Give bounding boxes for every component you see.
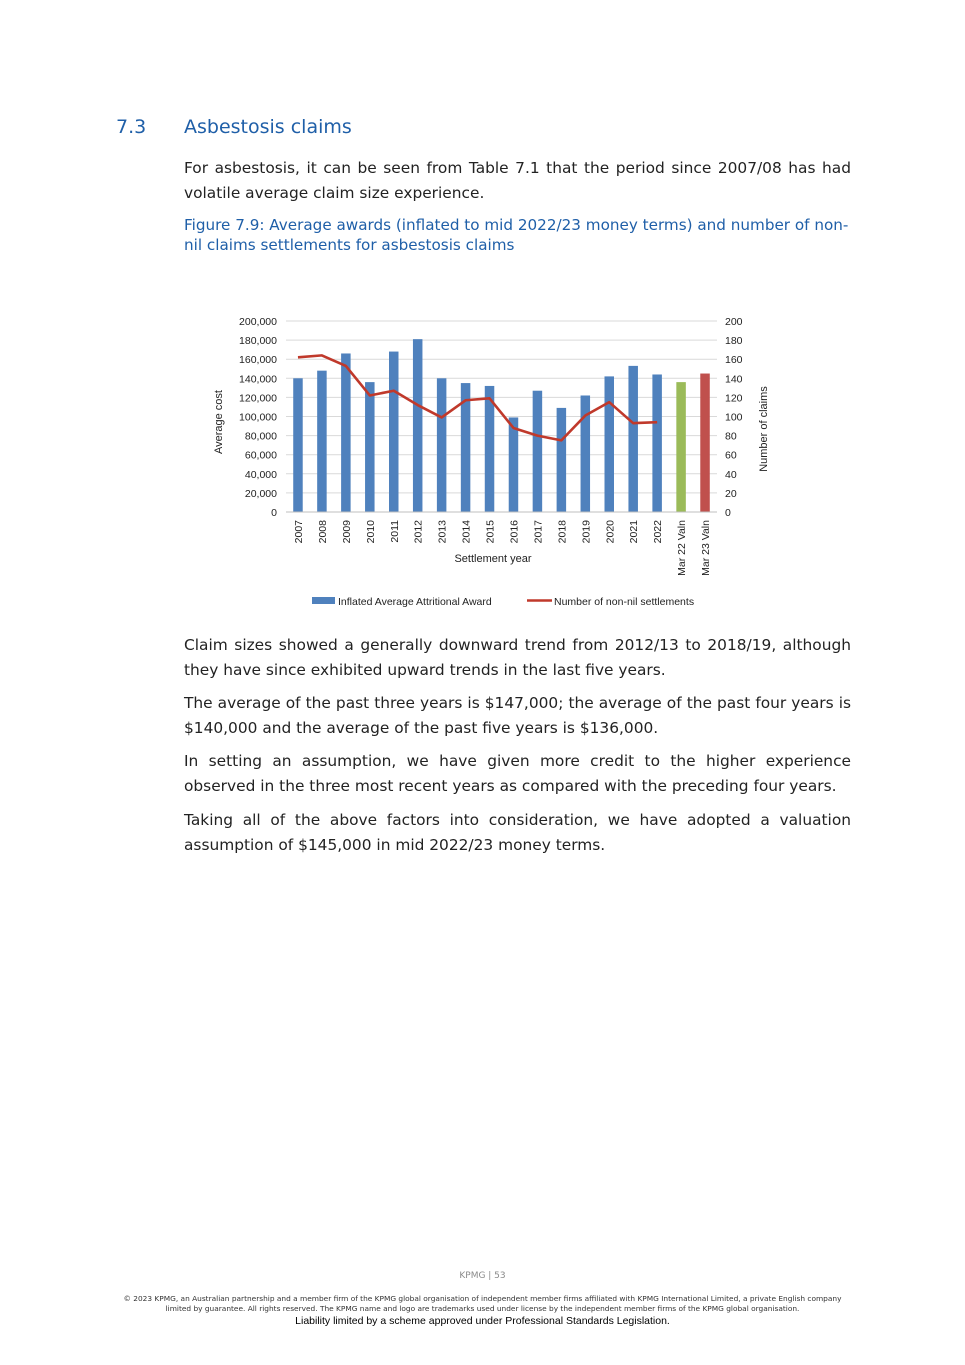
y2-tick-label: 20 — [725, 487, 737, 500]
y2-tick-label: 60 — [725, 449, 737, 462]
x-tick-label: 2009 — [340, 520, 353, 544]
bar — [676, 382, 686, 512]
y2-tick-label: 0 — [725, 507, 731, 519]
x-tick-label: 2010 — [364, 520, 377, 544]
bar — [628, 366, 638, 512]
section-number: 7.3 — [116, 116, 147, 138]
x-tick-label: 2011 — [388, 520, 401, 543]
bar — [317, 371, 327, 512]
y2-tick-label: 80 — [725, 430, 737, 443]
x-tick-label: Mar 23 Valn — [700, 520, 713, 576]
x-axis-title: Settlement year — [454, 553, 532, 565]
x-tick-label: 2020 — [604, 520, 617, 544]
bar — [509, 417, 519, 512]
x-tick-label: 2016 — [508, 520, 521, 544]
paragraph-3: In setting an assumption, we have given more credit to the higher experience observed in the three most recent years as compared with the preceding four years. — [184, 752, 851, 795]
x-tick-label: 2013 — [436, 520, 449, 544]
y2-tick-label: 40 — [725, 468, 737, 481]
paragraph-4: Taking all of the above factors into consideration, we have adopted a valuation assumption of $145,000 in mid 2022/23 money terms. — [184, 811, 851, 854]
bar — [437, 378, 447, 512]
y-tick-label: 100,000 — [239, 411, 277, 424]
y2-tick-label: 100 — [725, 411, 743, 424]
bar — [605, 376, 615, 512]
x-tick-label: 2012 — [412, 520, 425, 544]
legend-label-line: Number of non-nil settlements — [554, 596, 695, 608]
y-tick-label: 40,000 — [244, 468, 277, 481]
intro-paragraph: For asbestosis, it can be seen from Table 7.1 that the period since 2007/08 has had volatile average claim size experience. — [184, 159, 851, 202]
footer-liability: Liability limited by a scheme approved under Professional Standards Legislation. — [295, 1315, 670, 1327]
bar — [389, 352, 399, 512]
legend-label-bars: Inflated Average Attritional Award — [338, 596, 492, 608]
y-tick-label: 80,000 — [244, 430, 277, 443]
legend-swatch-bars — [312, 597, 335, 604]
y2-tick-label: 160 — [725, 354, 743, 367]
y-tick-label: 0 — [271, 507, 277, 519]
y-tick-label: 120,000 — [239, 392, 277, 405]
bar — [365, 382, 375, 512]
paragraph-1: Claim sizes showed a generally downward trend from 2012/13 to 2018/19, although they have since exhibited upward trends in the last five years. — [184, 636, 851, 679]
x-tick-label: 2018 — [556, 520, 569, 544]
y2-tick-label: 140 — [725, 373, 743, 386]
y-axis-title: Average cost — [213, 389, 225, 455]
y-tick-label: 180,000 — [239, 335, 277, 348]
bar — [413, 339, 423, 512]
x-tick-label: 2019 — [580, 520, 593, 544]
bar — [700, 374, 710, 512]
x-tick-label: 2017 — [532, 520, 545, 544]
y2-tick-label: 120 — [725, 392, 743, 405]
x-tick-label: 2014 — [460, 520, 473, 544]
x-tick-label: Mar 22 Valn — [676, 520, 689, 576]
bar — [557, 408, 567, 512]
y-tick-label: 20,000 — [244, 487, 277, 500]
bar — [533, 391, 543, 512]
paragraph-2: The average of the past three years is $147,000; the average of the past four years is $140,000 and the average of the past five years is $136,000. — [184, 694, 851, 737]
footer-copyright: © 2023 KPMG, an Australian partnership and a member firm of the KPMG global organisation of independent member firms affiliated with KPMG International Limited, a private English company limited by guarantee. All rights reserved. The KPMG name and logo are trademarks used under license by the independent member firms of the KPMG global organisation. — [123, 1294, 842, 1313]
footer-page-number: KPMG | 53 — [459, 1271, 506, 1281]
x-tick-label: 2021 — [628, 520, 641, 544]
bar — [652, 374, 662, 512]
bar — [485, 386, 495, 512]
bar — [293, 378, 303, 512]
x-tick-label: 2015 — [484, 520, 497, 544]
y-tick-label: 60,000 — [244, 449, 277, 462]
x-tick-label: 2007 — [292, 520, 305, 544]
chart-svg — [0, 0, 965, 620]
y2-tick-label: 200 — [725, 316, 743, 328]
y2-tick-label: 180 — [725, 335, 743, 348]
x-tick-label: 2008 — [316, 520, 329, 544]
x-tick-label: 2022 — [652, 520, 665, 544]
y-tick-label: 140,000 — [239, 373, 277, 386]
section-title: Asbestosis claims — [184, 116, 352, 138]
bar — [341, 353, 351, 512]
y-tick-label: 200,000 — [239, 316, 277, 328]
figure-caption: Figure 7.9: Average awards (inflated to mid 2022/23 money terms) and number of non-nil claims settlements for asbestosis claims — [184, 216, 849, 254]
y-tick-label: 160,000 — [239, 354, 277, 367]
y2-axis-title: Number of claims — [758, 386, 770, 472]
